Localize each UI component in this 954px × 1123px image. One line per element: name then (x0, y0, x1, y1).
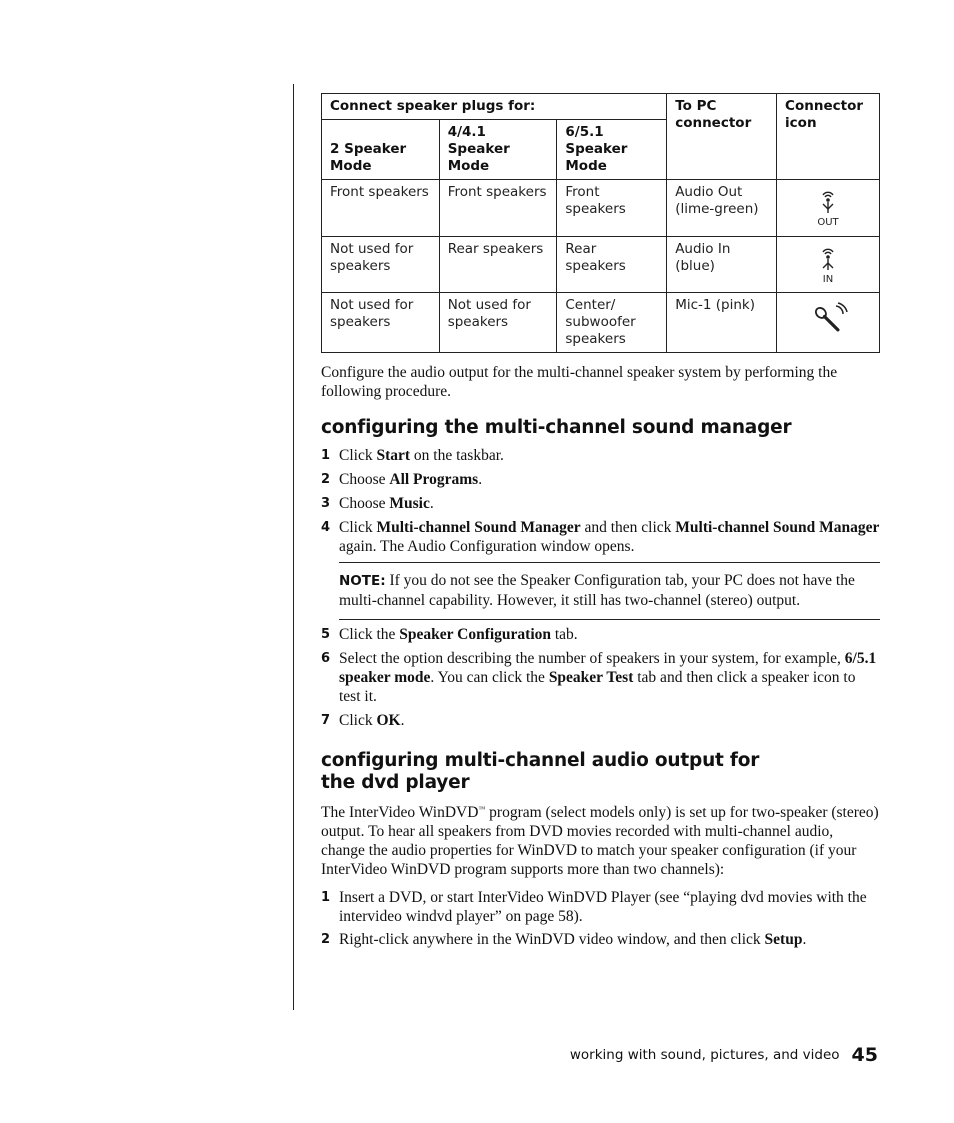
table-group-header: Connect speaker plugs for: (322, 94, 667, 120)
note-box (339, 562, 880, 620)
cell-6-speaker: Center/ subwoofer speakers (557, 293, 667, 353)
icon-caption: IN (822, 273, 834, 285)
cell-6-speaker: Rear speakers (557, 237, 667, 293)
note-label: NOTE: (339, 573, 386, 589)
list-item: 5 Click the Speaker Configuration tab. (321, 626, 578, 643)
steps-list (321, 625, 880, 730)
audio-out-icon (818, 202, 838, 218)
windvd-paragraph: The InterVideo WinDVD™ program (select models only) is set up for two-speaker (stereo) output. To hear all speakers from DVD movies recorded with multi-channel audio, change the audio properties for WinDVD to match your speaker configuration (if your InterVideo WinDVD program supports more than two channels): (321, 804, 879, 878)
cell-pc-connector: Audio In (blue) (667, 237, 777, 293)
cell-4-speaker: Not used for speakers (439, 293, 557, 353)
cell-pc-connector: Audio Out (lime-green) (667, 180, 777, 237)
list-item: 2 Right-click anywhere in the WinDVD video window, and then click Setup. (321, 931, 807, 948)
margin-rule (293, 84, 294, 1010)
section-heading: configuring the multi-channel sound manager (321, 417, 792, 438)
cell-2-speaker: Not used for speakers (322, 237, 440, 293)
col-header-connector-icon: Connector icon (777, 94, 880, 180)
intro-paragraph: Configure the audio output for the multi-channel speaker system by performing the following procedure. (321, 364, 838, 400)
note-text: If you do not see the Speaker Configuration tab, your PC does not have the multi-channel capability. However, it still has two-channel (stereo) output. (339, 572, 855, 609)
table-row (322, 180, 880, 237)
steps-list (321, 446, 880, 556)
cell-pc-connector: Mic-1 (pink) (667, 293, 777, 353)
page-footer (570, 1044, 878, 1066)
audio-in-icon (818, 259, 838, 275)
cell-4-speaker: Front speakers (439, 180, 557, 237)
icon-caption: OUT (817, 217, 839, 228)
list-item: 1 Insert a DVD, or start InterVideo WinDVD Player (see “playing dvd movies with the intervideo windvd player” on page 58). (321, 889, 867, 925)
list-item: 3 Choose Music. (321, 495, 434, 512)
cell-connector-icon (777, 237, 880, 293)
list-item: 4 Click Multi-channel Sound Manager and then click Multi-channel Sound Manager again. The Audio Configuration window opens. (321, 519, 880, 555)
cell-2-speaker: Not used for speakers (322, 293, 440, 353)
col-header-2-speaker: 2 Speaker Mode (322, 120, 440, 180)
col-header-6-speaker: 6/5.1 Speaker Mode (557, 120, 667, 180)
cell-connector-icon (777, 293, 880, 353)
section-heading: configuring multi-channel audio output for the dvd player (321, 750, 760, 793)
cell-2-speaker: Front speakers (322, 180, 440, 237)
cell-connector-icon (777, 180, 880, 237)
steps-list (321, 888, 880, 949)
cell-6-speaker: Front speakers (557, 180, 667, 237)
list-item: 1 Click Start on the taskbar. (321, 447, 504, 464)
list-item: 2 Choose All Programs. (321, 471, 483, 488)
list-item: 7 Click OK. (321, 712, 405, 729)
speaker-connection-table (321, 93, 880, 353)
table-row (322, 293, 880, 353)
list-item: 6 Select the option describing the number of speakers in your system, for example, 6/5.1 speaker mode. You can click the Speaker Test tab and then click a speaker icon to test it. (321, 650, 877, 705)
footer-chapter-title: working with sound, pictures, and video (569, 1047, 840, 1063)
col-header-pc-connector: To PC connector (667, 94, 777, 180)
col-header-4-speaker: 4/4.1 Speaker Mode (439, 120, 557, 180)
microphone-icon (807, 326, 849, 342)
table-row (322, 237, 880, 293)
cell-4-speaker: Rear speakers (439, 237, 557, 293)
page-content (321, 93, 880, 949)
page-number: 45 (851, 1044, 878, 1066)
